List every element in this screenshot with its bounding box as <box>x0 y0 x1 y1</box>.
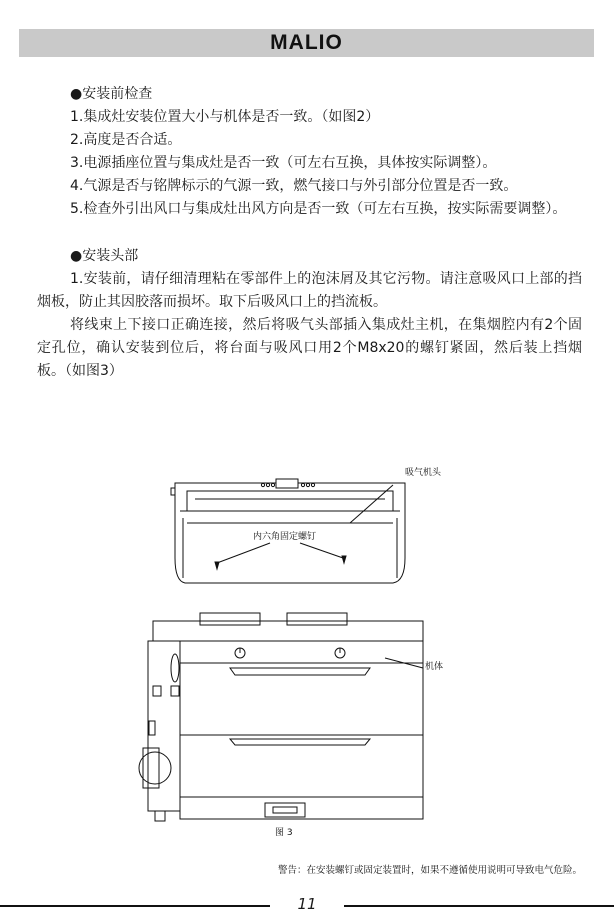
figure-3 <box>135 463 455 843</box>
list-item: 2.高度是否合适。 <box>70 132 182 148</box>
label-body: 机体 <box>425 662 444 672</box>
list-item: 5.检查外引出风口与集成灶出风方向是否一致（可左右互换，按实际需要调整）。 <box>70 201 567 217</box>
list-item: 1.集成灶安装位置大小与机体是否一致。（如图2） <box>70 109 380 125</box>
suction-head-drawing <box>171 479 405 583</box>
list-item: 1.安装前，请仔细清理粘在零部件上的泡沫屑及其它污物。请注意吸风口上部的挡烟板，防止其因胶落而损坏。取下后吸风口上的挡流板。 <box>37 271 582 310</box>
figure-caption: 图 3 <box>275 828 293 838</box>
section-install-head <box>37 245 582 383</box>
section-pre-install-check <box>37 83 582 221</box>
screw-callouts <box>215 485 393 569</box>
label-suction-head: 吸气机头 <box>405 468 442 478</box>
header-bar <box>19 29 594 57</box>
page-number: 11 <box>297 895 317 913</box>
list-item: 将线束上下接口正确连接，然后将吸气头部插入集成灶主机，在集烟腔内有2个固定孔位，确认安装到位后，将台面与吸风口用2个M8x20的螺钉紧固，然后装上挡烟板。（如图3） <box>37 317 582 379</box>
stove-body-drawing <box>139 613 423 821</box>
section-title: ●安装头部 <box>70 248 139 264</box>
list-item: 4.气源是否与铭牌标示的气源一致，燃气接口与外引部分位置是否一致。 <box>70 178 518 194</box>
warning-text: 警告：在安装螺钉或固定装置时，如果不遵循使用说明可导致电气危险。 <box>277 865 582 876</box>
brand-logo: MALIO <box>270 31 343 54</box>
section-title: ●安装前检查 <box>70 86 153 102</box>
manual-content <box>37 83 582 383</box>
list-item: 3.电源插座位置与集成灶是否一致（可左右互换，具体按实际调整）。 <box>70 155 497 171</box>
stove-diagram <box>135 463 455 843</box>
label-hex-screw: 内六角固定螺钉 <box>253 532 317 542</box>
